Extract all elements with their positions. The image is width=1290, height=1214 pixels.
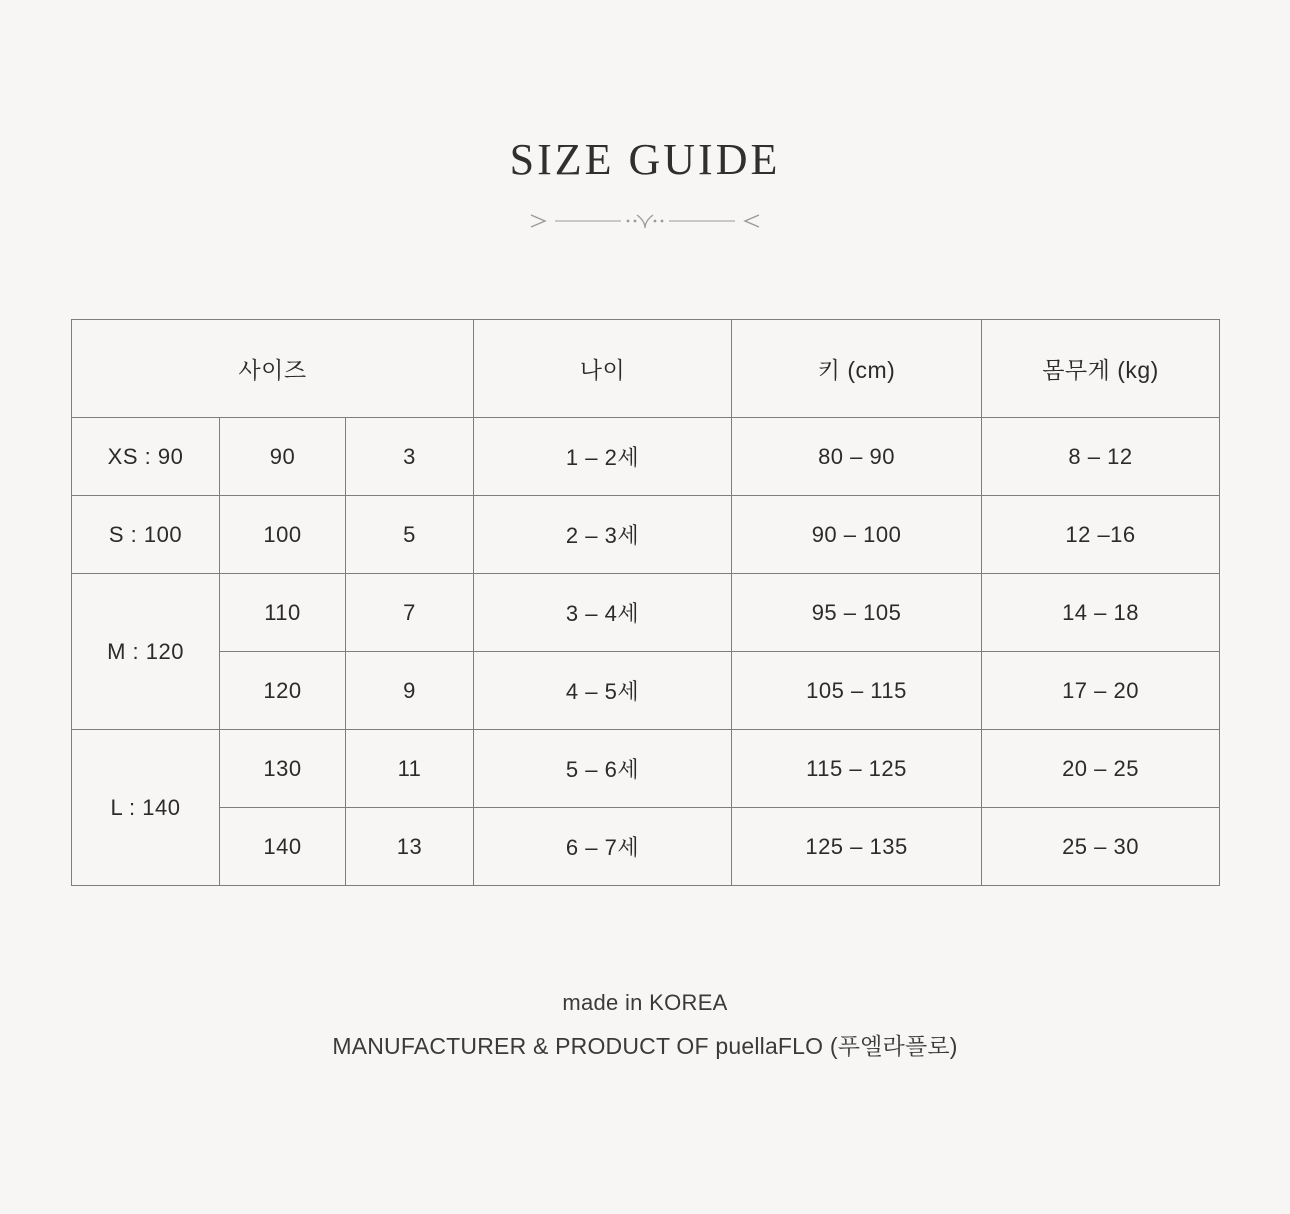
size-number: 90: [220, 418, 346, 496]
height-value: 125 – 135: [732, 808, 982, 886]
column-header-weight: 몸무게 (kg): [982, 320, 1220, 418]
size-number: 140: [220, 808, 346, 886]
size-group-label: M : 120: [72, 574, 220, 730]
size-group-label: S : 100: [72, 496, 220, 574]
weight-value: 14 – 18: [982, 574, 1220, 652]
height-value: 80 – 90: [732, 418, 982, 496]
height-value: 105 – 115: [732, 652, 982, 730]
size-kr-number: 11: [346, 730, 474, 808]
column-header-age: 나이: [474, 320, 732, 418]
column-header-size: 사이즈: [72, 320, 474, 418]
column-header-height: 키 (cm): [732, 320, 982, 418]
size-number: 120: [220, 652, 346, 730]
weight-value: 8 – 12: [982, 418, 1220, 496]
footer-made-in: made in KOREA: [562, 990, 728, 1015]
age-value: 1 – 2세: [474, 418, 732, 496]
age-value: 6 – 7세: [474, 808, 732, 886]
size-table-container: [71, 319, 1219, 886]
page-title: SIZE GUIDE: [509, 135, 781, 184]
size-number: 130: [220, 730, 346, 808]
size-number: 110: [220, 574, 346, 652]
table-row: [72, 652, 1220, 730]
size-kr-number: 5: [346, 496, 474, 574]
size-number: 100: [220, 496, 346, 574]
footer: [0, 990, 1290, 1061]
age-value: 2 – 3세: [474, 496, 732, 574]
table-row: [72, 418, 1220, 496]
table-body: [72, 418, 1220, 886]
divider-ornament-icon: [525, 211, 765, 231]
age-value: 5 – 6세: [474, 730, 732, 808]
size-table: [71, 319, 1220, 886]
weight-value: 17 – 20: [982, 652, 1220, 730]
table-row: [72, 730, 1220, 808]
table-row: [72, 808, 1220, 886]
weight-value: 25 – 30: [982, 808, 1220, 886]
table-header-row: [72, 320, 1220, 418]
footer-manufacturer: MANUFACTURER & PRODUCT OF puellaFLO (푸엘라플로): [332, 1033, 958, 1059]
size-kr-number: 7: [346, 574, 474, 652]
decorative-divider: [0, 211, 1290, 231]
size-kr-number: 13: [346, 808, 474, 886]
weight-value: 12 –16: [982, 496, 1220, 574]
table-row: [72, 574, 1220, 652]
age-value: 3 – 4세: [474, 574, 732, 652]
height-value: 90 – 100: [732, 496, 982, 574]
table-row: [72, 496, 1220, 574]
size-group-label: XS : 90: [72, 418, 220, 496]
height-value: 95 – 105: [732, 574, 982, 652]
size-group-label: L : 140: [72, 730, 220, 886]
weight-value: 20 – 25: [982, 730, 1220, 808]
size-kr-number: 9: [346, 652, 474, 730]
age-value: 4 – 5세: [474, 652, 732, 730]
table-head: [72, 320, 1220, 418]
size-kr-number: 3: [346, 418, 474, 496]
height-value: 115 – 125: [732, 730, 982, 808]
